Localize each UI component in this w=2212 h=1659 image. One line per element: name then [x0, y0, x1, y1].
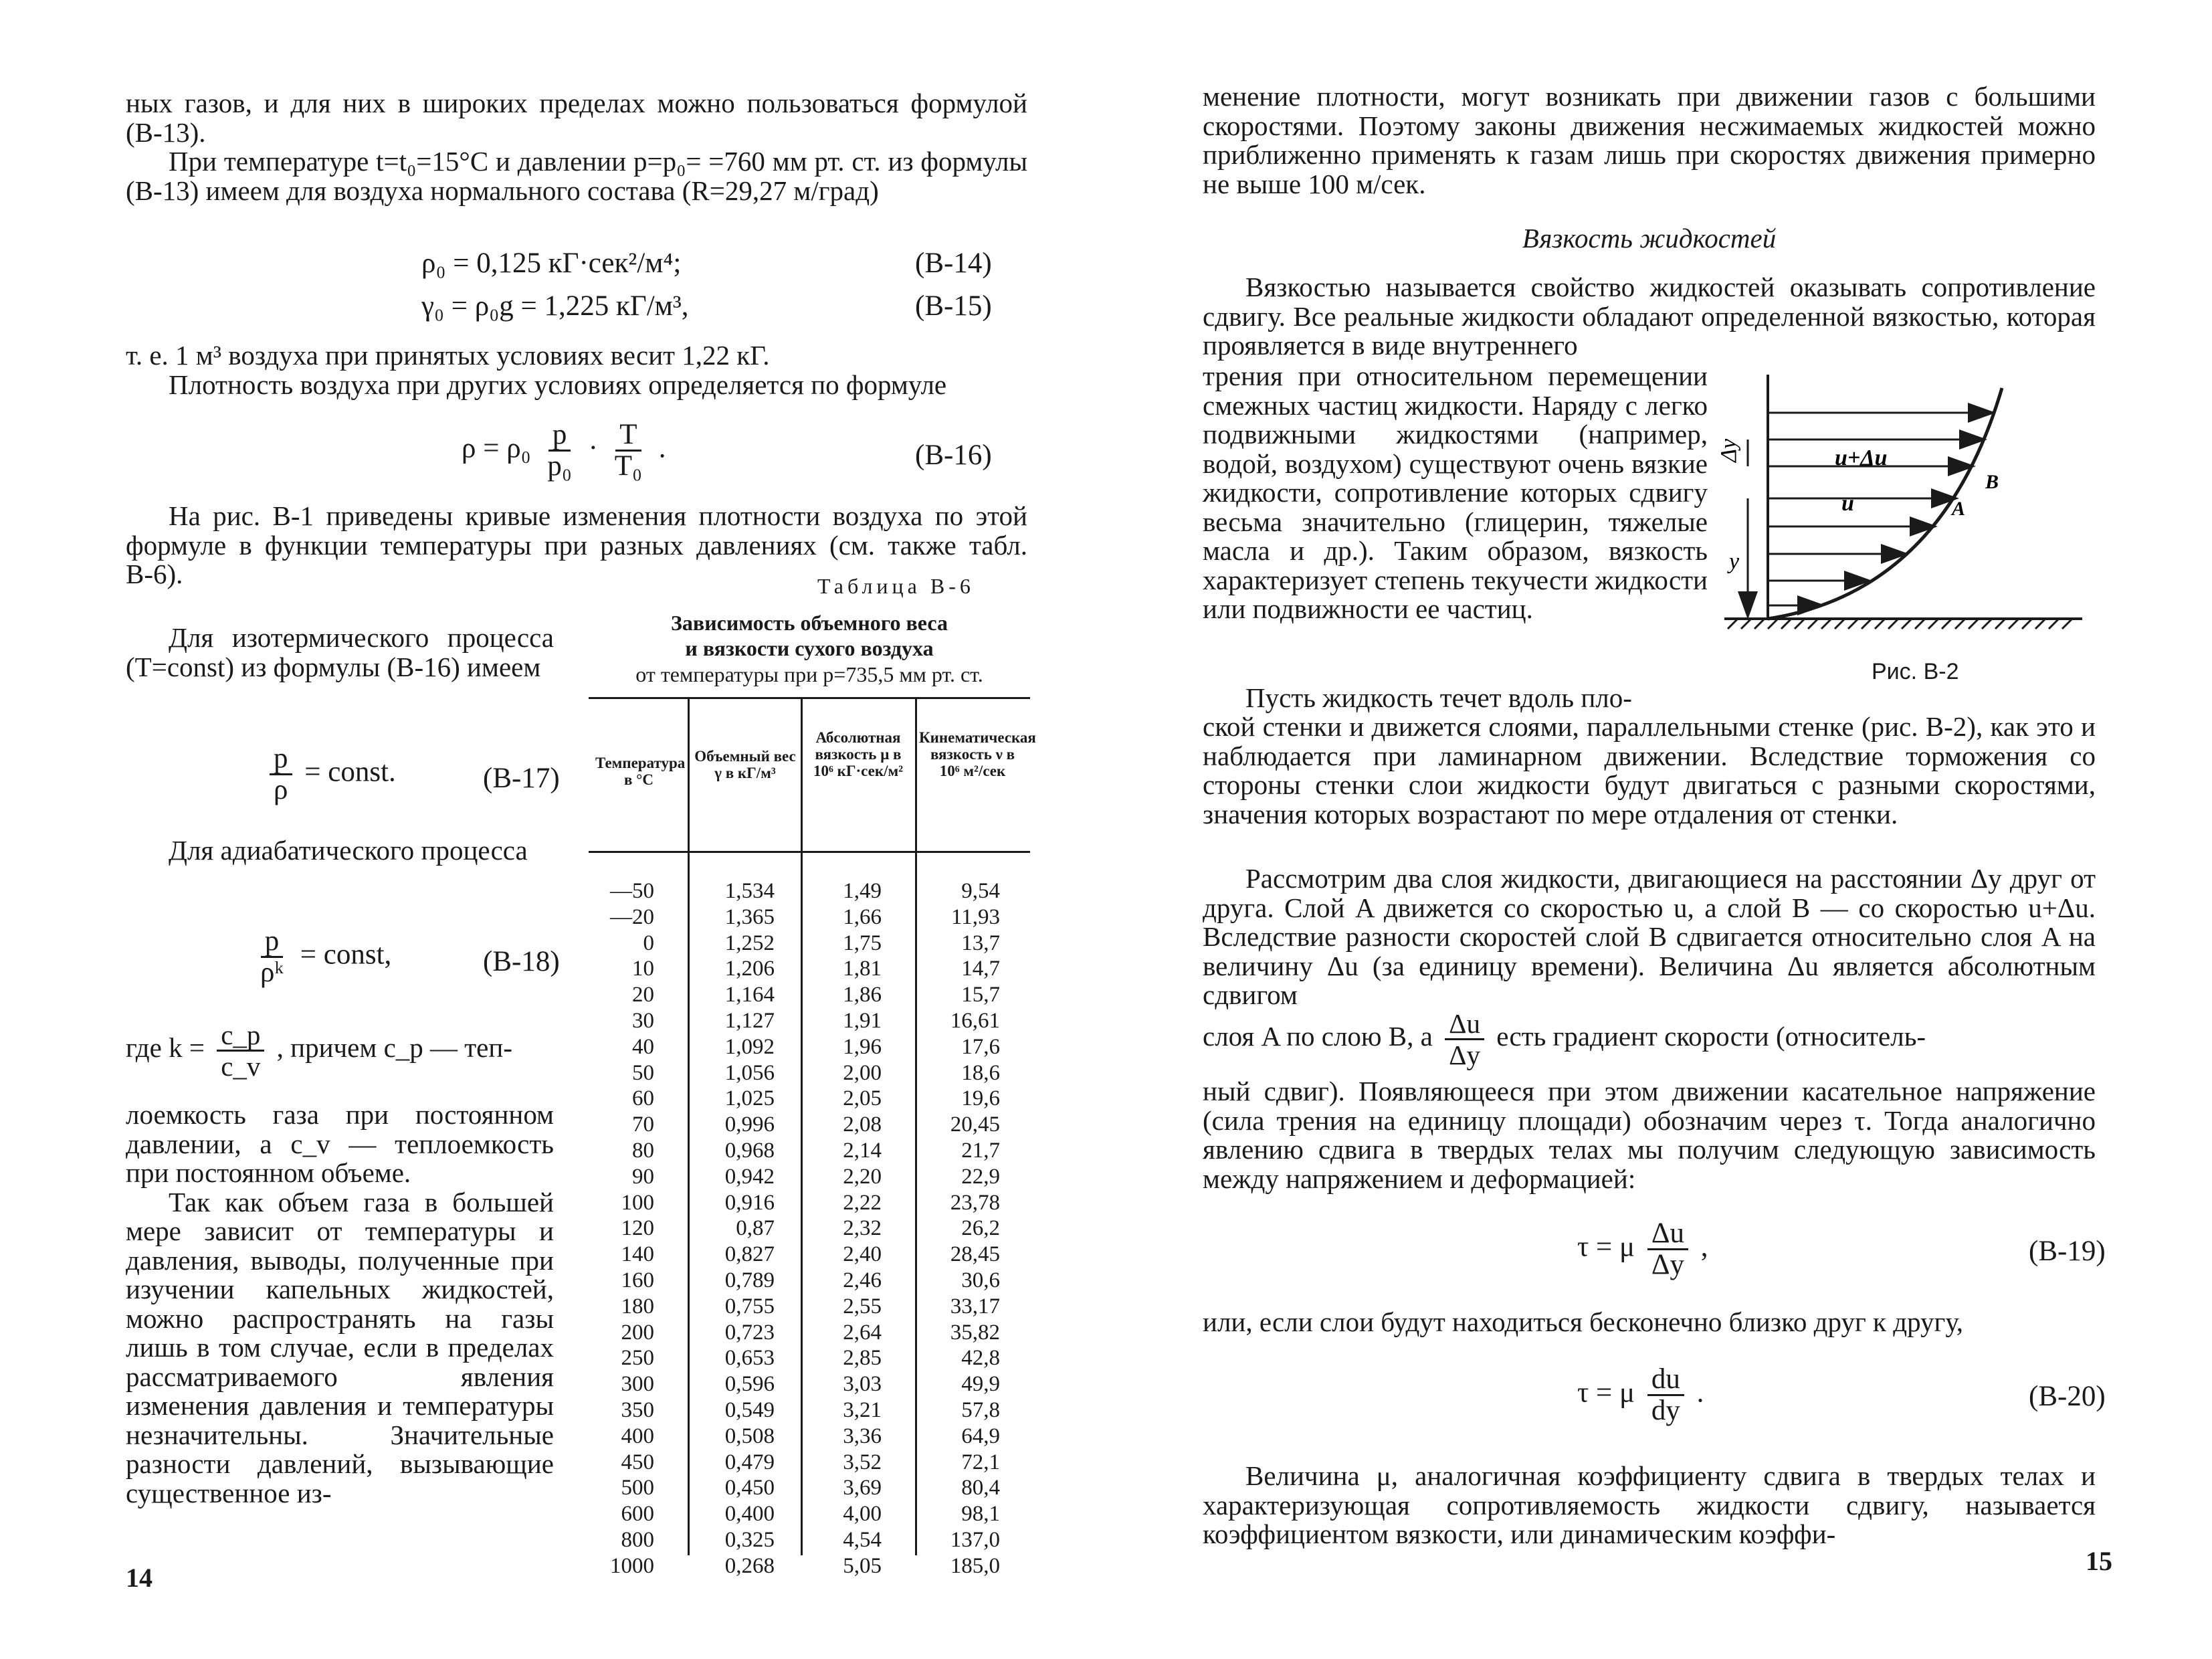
equation-b17 — [264, 744, 396, 805]
fraction — [611, 420, 646, 481]
table-cell: 0,996 — [724, 1112, 775, 1137]
table-cell: 0,755 — [724, 1294, 775, 1319]
fraction-numerator: du — [1647, 1365, 1684, 1396]
table-cell: 300 — [621, 1372, 654, 1397]
text-bottom-right — [1203, 1462, 2096, 1549]
fraction-numerator: Δu — [1647, 1219, 1688, 1250]
table-cell: 137,0 — [950, 1527, 1000, 1552]
table-cell: 2,22 — [843, 1190, 882, 1215]
figure-label-B: B — [1985, 471, 1999, 493]
equation-text: ρ₀ = 0,125 кГ·сек²/м⁴; — [421, 248, 682, 279]
table-cell: 1,534 — [724, 879, 775, 903]
paragraph: ный сдвиг). Появляющееся при этом движении касательное напряжение (сила трения на единицу площади) обозначим через τ. Тогда аналогично явлению сдвига в твердых телах мы получим следующую зависимость между напряжением и деформацией: — [1203, 1076, 2096, 1194]
table-cell: 0,916 — [724, 1190, 775, 1215]
table-cell: 140 — [621, 1242, 654, 1267]
page-number-right: 15 — [2086, 1546, 2112, 1576]
table-cell: 1,66 — [843, 904, 882, 929]
table-cell: 11,93 — [950, 904, 1000, 929]
equation-b20 — [1577, 1365, 1704, 1426]
table-cell: 0,827 — [724, 1242, 775, 1267]
table-cell: 185,0 — [950, 1553, 1000, 1578]
table-cell: 18,6 — [961, 1060, 1000, 1085]
paragraph: Пусть жидкость течет вдоль пло- — [1245, 682, 1632, 713]
table-cell: 0,942 — [724, 1164, 775, 1189]
equation-b18 — [251, 926, 391, 987]
paragraph: Для изотермического процесса (T=const) из формулы (В-16) имеем — [126, 622, 554, 682]
equation-text: , причем c_p — теп- — [276, 1032, 512, 1063]
table-cell: 350 — [621, 1397, 654, 1422]
equation-text: τ = μ — [1577, 1231, 1635, 1263]
table-cell: 1,127 — [724, 1008, 775, 1033]
table-cell: 2,00 — [843, 1060, 882, 1085]
table-cell: 250 — [621, 1346, 654, 1371]
table-cell: 0,268 — [724, 1553, 775, 1578]
table-cell: 0,325 — [724, 1527, 775, 1552]
equation-text: . — [1696, 1377, 1704, 1409]
table-cell: 0,400 — [724, 1502, 775, 1527]
table-cell: 30,6 — [961, 1268, 1000, 1292]
table-cell: 72,1 — [961, 1450, 1000, 1474]
table-cell: 0,596 — [724, 1372, 775, 1397]
table-cell: 1,252 — [724, 931, 775, 955]
text-viscosity-narrow — [1203, 362, 1708, 624]
paragraph: или, если слои будут находиться бесконечно близко друг к другу, — [1203, 1306, 1963, 1337]
fraction-denominator: p₀ — [547, 450, 572, 482]
table-cell: 0,87 — [736, 1216, 775, 1241]
text-top-left — [126, 89, 1027, 205]
equation-b16 — [462, 420, 666, 481]
table-cell: —50 — [610, 879, 654, 903]
fraction — [217, 1020, 264, 1081]
table-column-rule — [915, 699, 917, 1555]
table-cell: 2,32 — [843, 1216, 882, 1241]
table-cell: 80 — [632, 1138, 654, 1163]
table-cell: 1000 — [610, 1553, 654, 1578]
equation-text: ρ = ρ₀ — [462, 432, 531, 464]
table-cell: 1,49 — [843, 879, 882, 903]
table-cell: 30 — [632, 1008, 654, 1033]
fraction-numerator: c_p — [217, 1020, 264, 1052]
table-cell: 1,164 — [724, 983, 775, 1007]
table-cell: 2,46 — [843, 1268, 882, 1292]
equation-number: (В-15) — [915, 290, 992, 322]
text-top-right — [1203, 82, 2096, 199]
equation-text: где k = — [126, 1032, 205, 1063]
paragraph: т. е. 1 м³ воздуха при принятых условиях весит 1,22 кГ. — [126, 340, 770, 371]
equation-b19 — [1577, 1219, 1708, 1280]
table-cell: 10 — [632, 957, 654, 981]
table-cell: 1,96 — [843, 1034, 882, 1059]
table-cell: 0,450 — [724, 1476, 775, 1500]
equation-text: слоя A по слою B, а — [1203, 1020, 1433, 1052]
table-cell: 33,17 — [950, 1294, 1000, 1319]
table-cell: 35,82 — [950, 1320, 1000, 1345]
table-header-kin-viscosity: Кинематическая вязкость ν в 10⁶ м²/сек — [919, 729, 1036, 779]
table-rule — [589, 851, 1030, 853]
table-cell: 16,61 — [950, 1008, 1000, 1033]
table-label: Таблица В-6 — [817, 574, 975, 598]
table-cell: 20 — [632, 983, 654, 1007]
table-cell: 800 — [621, 1527, 654, 1552]
section-heading: Вязкость жидкостей — [1522, 223, 1777, 254]
equation-b15 — [421, 289, 689, 324]
equation-text: . — [658, 432, 666, 464]
table-cell: 0,479 — [724, 1450, 775, 1474]
table-cell: 50 — [632, 1060, 654, 1085]
table-cell: 23,78 — [950, 1190, 1000, 1215]
table-column-rule — [801, 699, 803, 1555]
equation-text: , — [1700, 1231, 1708, 1263]
fraction-denominator: dy — [1651, 1395, 1680, 1426]
table-cell: 4,54 — [843, 1527, 882, 1552]
table-cell: 13,7 — [961, 931, 1000, 955]
fraction-numerator: p — [270, 744, 292, 775]
equation-text: есть градиент скорости (относитель- — [1496, 1020, 1926, 1052]
fraction — [1445, 1009, 1484, 1070]
text-bottom-left — [126, 1100, 554, 1508]
table-column-kin-viscosity — [923, 878, 1000, 1579]
paragraph: менение плотности, могут возникать при движении газов с большими скоростями. Поэтому законы движения несжимаемых жидкостей можно приближенно применять к газам лишь при скоростях движения примерно не выше 100 м/сек. — [1203, 81, 2096, 199]
table-cell: 1,056 — [724, 1060, 775, 1085]
fraction-denominator: Δy — [1651, 1249, 1684, 1280]
table-cell: 1,206 — [724, 957, 775, 981]
fraction-denominator: ρᵏ — [260, 957, 284, 988]
table-caption-line: от температуры при p=735,5 мм рт. ст. — [635, 662, 983, 686]
table-cell: 42,8 — [961, 1346, 1000, 1371]
table-cell: 20,45 — [950, 1112, 1000, 1137]
text-shear — [1203, 1077, 2096, 1193]
figure-label-delta-y: Δy — [1716, 438, 1741, 462]
table-header-abs-viscosity: Абсолютная вязкость μ в 10⁶ кГ·сек/м² — [813, 729, 904, 779]
figure-label-A: A — [1952, 498, 1966, 520]
table-header-temperature: Температура в °С — [595, 755, 686, 788]
figure-label-y: y — [1729, 549, 1740, 574]
paragraph: трения при относительном перемещении смежных частиц жидкости. Наряду с легко подвижными жидкостями (например, водой, воздухом) существуют очень вязкие жидкости, сопротивление которых сдвигу весьма значительно (глицерин, тяжелые масла и др.). Таким образом, вязкость характеризует степень текучести жидкости или подвижности ее частиц. — [1203, 361, 1708, 624]
fraction-numerator: T — [615, 420, 641, 452]
paragraph: На рис. В-1 приведены кривые изменения плотности воздуха по этой формуле в функции температуры при разных давлениях (см. также табл. В-6). — [126, 500, 1027, 589]
table-cell: 0 — [643, 931, 654, 955]
equation-text: γ₀ = ρ₀g = 1,225 кГ/м³, — [421, 290, 689, 322]
fraction-denominator: T₀ — [614, 450, 643, 482]
table-cell: 3,36 — [843, 1424, 882, 1448]
equation-number: (В-19) — [2029, 1236, 2106, 1267]
text-isothermal — [126, 623, 554, 682]
table-cell: 64,9 — [961, 1424, 1000, 1448]
fraction — [543, 420, 576, 481]
equation-text: · — [588, 432, 598, 464]
table-cell: 0,508 — [724, 1424, 775, 1448]
fraction-numerator: Δu — [1445, 1009, 1484, 1040]
text-viscosity-full — [1203, 273, 2096, 361]
table-cell: 2,08 — [843, 1112, 882, 1137]
table-column-weight — [696, 878, 775, 1579]
where-k-line — [126, 1020, 512, 1081]
table-cell: 3,03 — [843, 1372, 882, 1397]
right-page — [1106, 0, 2212, 1659]
paragraph: Величина μ, аналогичная коэффициенту сдвига в твердых телах и характеризующая сопротивляемость жидкости сдвигу, называется коэффициентом вязкости, или динамическим коэффи- — [1203, 1460, 2096, 1549]
table-column-abs-viscosity — [809, 878, 882, 1579]
equation-number: (В-17) — [483, 763, 560, 794]
table-cell: 70 — [632, 1112, 654, 1137]
table-cell: 1,092 — [724, 1034, 775, 1059]
table-cell: 500 — [621, 1476, 654, 1500]
fraction-numerator: p — [548, 420, 571, 452]
table-cell: 2,40 — [843, 1242, 882, 1267]
table-header-weight: Объемный вес γ в кГ/м³ — [694, 748, 796, 781]
table-cell: 60 — [632, 1086, 654, 1111]
table-cell: 180 — [621, 1294, 654, 1319]
text-adiabatic — [126, 836, 554, 866]
table-cell: 15,7 — [961, 983, 1000, 1007]
paragraph: Для адиабатического процесса — [169, 835, 528, 866]
equation-text: = const, — [300, 939, 392, 971]
text-mid-left — [126, 341, 1027, 399]
figure-caption: Рис. В-2 — [1872, 659, 1959, 684]
velocity-profile-curve — [1768, 388, 2002, 619]
fraction — [270, 744, 292, 805]
table-cell: 21,7 — [961, 1138, 1000, 1163]
equation-text: = const. — [304, 756, 396, 788]
equation-number: (В-14) — [915, 248, 992, 279]
paragraph: лоемкость газа при постоянном давлении, а c_v — теплоемкость при постоянном объеме. — [126, 1099, 554, 1188]
table-cell: 450 — [621, 1450, 654, 1474]
table-cell: 4,00 — [843, 1502, 882, 1527]
table-cell: 1,365 — [724, 904, 775, 929]
table-cell: 160 — [621, 1268, 654, 1292]
paragraph: Вязкостью называется свойство жидкостей оказывать сопротивление сдвигу. Все реальные жидкости обладают определенной вязкостью, которая проявляется в виде внутреннего — [1203, 272, 2096, 361]
text-flow — [1203, 712, 2096, 829]
table-cell: 3,21 — [843, 1397, 882, 1422]
table-cell: 600 — [621, 1502, 654, 1527]
table-caption-line: и вязкости сухого воздуха — [685, 636, 934, 660]
fraction-denominator: c_v — [221, 1051, 261, 1082]
table-caption-line: Зависимость объемного веса — [671, 611, 948, 635]
table-cell: 0,549 — [724, 1397, 775, 1422]
table-cell: 0,723 — [724, 1320, 775, 1345]
table-cell: 400 — [621, 1424, 654, 1448]
table-column-rule — [688, 699, 690, 1555]
table-cell: 28,45 — [950, 1242, 1000, 1267]
table-cell: 49,9 — [961, 1372, 1000, 1397]
table-cell: 26,2 — [961, 1216, 1000, 1241]
table-cell: 40 — [632, 1034, 654, 1059]
table-cell: 19,6 — [961, 1086, 1000, 1111]
equation-text: τ = μ — [1577, 1377, 1635, 1409]
table-cell: 5,05 — [843, 1553, 882, 1578]
paragraph: Рассмотрим два слоя жидкости, двигающиеся на расстоянии Δy друг от друга. Слой A движется со скоростью u, а слой B — со скоростью u+Δu. Вследствие разности скоростей слой B сдвигается относительно слоя A на величину Δu (за единицу времени). Величина Δu является абсолютным сдвигом — [1203, 863, 2096, 1010]
fraction — [256, 926, 288, 987]
table-cell: 0,968 — [724, 1138, 775, 1163]
table-cell: 1,91 — [843, 1008, 882, 1033]
equation-number: (В-16) — [915, 440, 992, 471]
table-cell: 22,9 — [961, 1164, 1000, 1189]
table-cell: 17,6 — [961, 1034, 1000, 1059]
table-cell: 2,14 — [843, 1138, 882, 1163]
table-cell: 100 — [621, 1190, 654, 1215]
equation-number: (В-20) — [2029, 1381, 2106, 1412]
table-cell: —20 — [610, 904, 654, 929]
table-column-temperature — [589, 878, 654, 1579]
table-cell: 200 — [621, 1320, 654, 1345]
table-cell: 98,1 — [961, 1502, 1000, 1527]
table-cell: 2,64 — [843, 1320, 882, 1345]
figure-velocity-profile — [1716, 365, 2096, 646]
table-rule — [589, 697, 1030, 699]
table-cell: 90 — [632, 1164, 654, 1189]
fraction — [1647, 1365, 1684, 1426]
equation-number: (В-18) — [483, 946, 560, 977]
paragraph: ской стенки и движется слоями, параллельными стенке (рис. В-2), как это и наблюдается при ламинарном движении. Вследствие торможения со стороны стенки слои жидкости будут двигаться с разными скоростями, значения которых возрастают по мере отдаления от стенки. — [1203, 711, 2096, 830]
page-number-left: 14 — [126, 1563, 153, 1593]
table-cell: 3,69 — [843, 1476, 882, 1500]
fraction-numerator: p — [261, 926, 284, 958]
text-flow-narrow — [1203, 684, 1708, 713]
table-cell: 57,8 — [961, 1397, 1000, 1422]
paragraph: Плотность воздуха при других условиях определяется по формуле — [169, 369, 947, 400]
table-cell: 3,52 — [843, 1450, 882, 1474]
table-caption — [582, 610, 1037, 661]
table-cell: 2,05 — [843, 1086, 882, 1111]
text-close-layers — [1203, 1308, 2096, 1337]
equation-b14 — [421, 246, 681, 281]
figure-label-u: u — [1841, 491, 1854, 516]
paragraph: ных газов, и для них в широких пределах можно пользоваться формулой (В-13). — [126, 88, 1027, 148]
paragraph: Так как объем газа в большей мере зависит от температуры и давления, выводы, полученные при изучении капельных жидкостей, можно распространять на газы лишь в том случае, если в пределах рассматриваемого явления изменения давления и температуры незначительны. Значительные разности давлений, вызывающие существенное из- — [126, 1186, 554, 1508]
table-cell: 1,75 — [843, 931, 882, 955]
fraction-denominator: Δy — [1449, 1040, 1480, 1070]
wall-hatching — [1728, 619, 2072, 629]
table-cell: 9,54 — [961, 879, 1000, 903]
table-cell: 120 — [621, 1216, 654, 1241]
figure-label-u-du: u+Δu — [1835, 446, 1888, 470]
table-cell: 1,81 — [843, 957, 882, 981]
text-layers — [1203, 864, 2096, 1010]
table-cell: 1,025 — [724, 1086, 775, 1111]
table-cell: 0,653 — [724, 1346, 775, 1371]
paragraph: При температуре t=t₀=15°С и давлении p=p₀= =760 мм рт. ст. из формулы (В-13) имеем для воздуха нормального состава (R=29,27 м/град) — [126, 146, 1027, 206]
gradient-line — [1203, 1009, 1926, 1070]
table-cell: 14,7 — [961, 957, 1000, 981]
table-cell: 80,4 — [961, 1476, 1000, 1500]
table-cell: 2,55 — [843, 1294, 882, 1319]
fraction — [1647, 1219, 1688, 1280]
table-cell: 2,20 — [843, 1164, 882, 1189]
table-cell: 0,789 — [724, 1268, 775, 1292]
fraction-denominator: ρ — [274, 774, 288, 805]
table-cell: 1,86 — [843, 983, 882, 1007]
table-cell: 2,85 — [843, 1346, 882, 1371]
